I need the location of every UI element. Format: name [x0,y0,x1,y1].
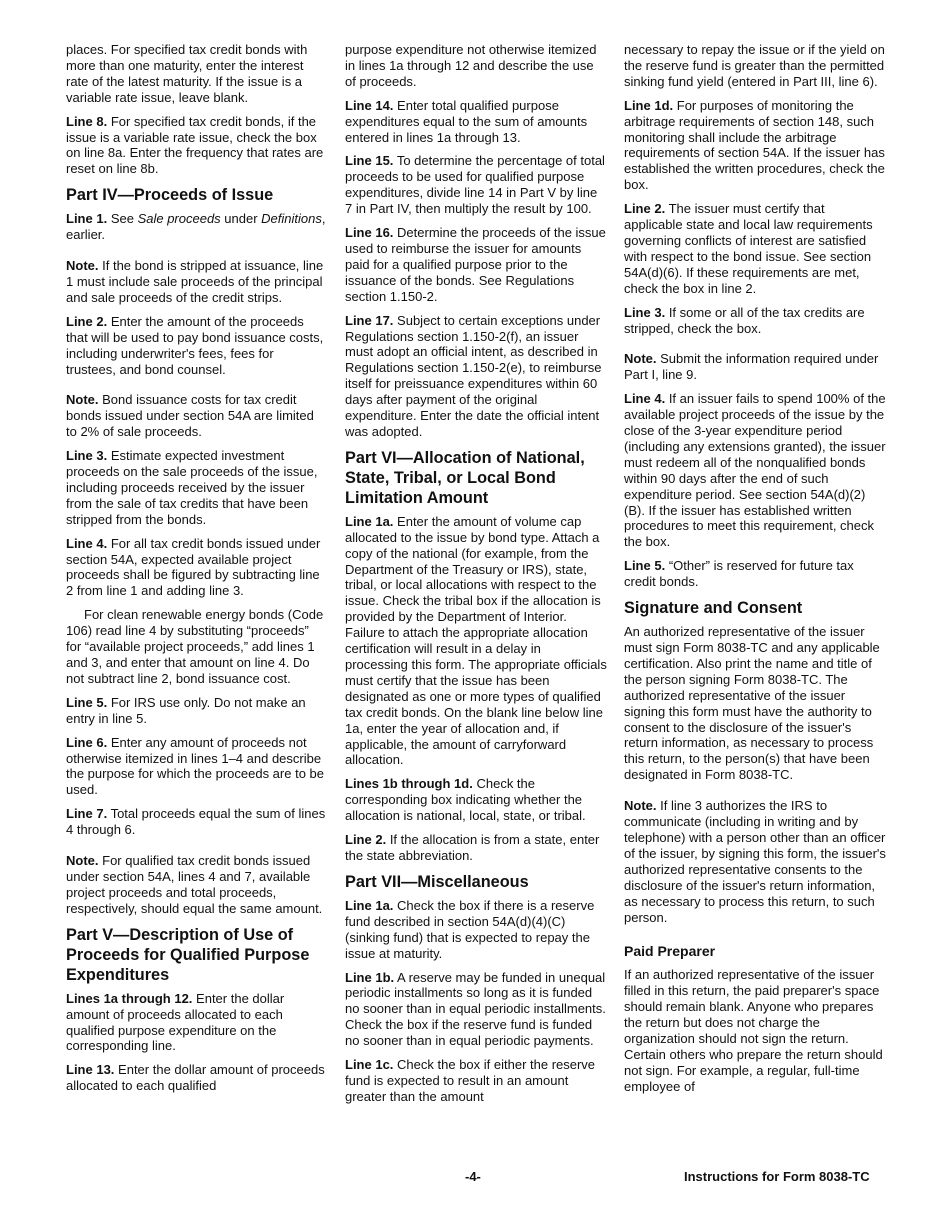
paragraph [66,536,326,600]
paragraph [624,798,886,925]
paragraph [345,898,607,962]
paragraph-text: Total proceeds equal the sum of lines 4 through 6. [66,806,326,838]
paragraph-text: Check the box if either the reserve fund is expected to result in an amount greater than the amount [345,1057,596,1104]
subsection-heading [624,943,886,960]
paragraph-text: “Other” is reserved for future tax credit bonds. [624,558,854,590]
line-label: Line 1a. [345,513,394,529]
line-label: Lines 1a through 12. [66,990,193,1006]
line-label: Line 14. [345,97,394,113]
paragraph [624,98,886,193]
paragraph [66,314,326,378]
paragraph-text: Check the corresponding box indicating whether the allocation is national, local, state, or tribal. [345,776,586,824]
paragraph-text: Enter the dollar amount of proceeds allocated to each qualified [66,1062,325,1094]
paragraph-text: Enter the dollar amount of proceeds allocated to each qualified purpose expenditure on the corresponding line. [66,990,285,1054]
paragraph-text: Part VII—Miscellaneous [345,872,529,891]
paragraph-text: If the bond is stripped at issuance, line 1 must include sale proceeds of the principal and sale proceeds of the credit strips. [66,258,324,305]
line-label: Line 3. [624,304,666,320]
paragraph-text: If the allocation is from a state, enter the state abbreviation. [345,832,600,863]
paragraph [345,832,607,864]
paragraph-text: For all tax credit bonds issued under section 54A, expected available project proceeds shall be figured by subtracting line 2 from line 1 and adding line 3. [66,535,321,599]
line-label: Note. [66,853,99,869]
paragraph-text: For clean renewable energy bonds (Code 106) read line 4 by substituting “proceeds” for “available project proceeds,” add lines 1 and 3, and enter that amount on line 4. Do not subtract line 2, bond issuance cost. [66,607,324,686]
line-label: Line 5. [624,558,666,574]
paragraph [345,313,607,440]
line-label: Note. [624,798,657,814]
line-label: Line 3. [66,448,108,464]
paragraph-text: If some or all of the tax credits are stripped, check the box. [624,304,865,336]
line-label: Line 16. [345,225,394,241]
text-column-middle [345,42,607,1113]
paragraph [66,42,326,106]
paragraph [66,1062,326,1094]
paragraph [624,558,886,590]
paragraph [345,153,607,217]
text-column-right [624,42,886,1103]
line-label: Line 4. [66,535,108,551]
paragraph-text: If an authorized representative of the issuer filled in this return, the paid preparer's space should remain blank. Anyone who prepares the return but does not charge the organization should not sign the return. Certain others who prepare the return should not sign. For example, a regular, full-time employee of [624,967,883,1094]
line-label: Line 2. [66,313,108,329]
paragraph [66,695,326,727]
paragraph-text: A reserve may be funded in unequal periodic installments so long as it is funded no sooner than in equal periodic installments. Check the box if the reserve fund is funded no sooner than in equal periodic payments. [345,969,606,1049]
paragraph [66,607,326,687]
paragraph [66,114,326,178]
line-label: Line 8. [66,113,108,129]
paragraph-text: Part V—Description of Use of Proceeds for Qualified Purpose Expenditures [66,925,310,984]
paragraph [66,448,326,528]
line-label: Line 15. [345,153,394,169]
paragraph-text: Submit the information required under Part I, line 9. [624,351,879,383]
paragraph-text: Signature and Consent [624,599,803,618]
section-heading [345,448,607,508]
line-label: Line 7. [66,806,108,822]
line-label: Line 1a. [345,897,394,913]
paragraph [66,806,326,838]
paragraph-text: Determine the proceeds of the issue used to reimburse the issuer for amounts paid for a qualified purpose prior to the issuance of the bonds. See Regulations section 1.150-2. [345,225,606,304]
line-label: Line 6. [66,734,108,750]
paragraph [345,42,607,90]
paragraph [345,776,607,824]
paragraph-text: For purposes of monitoring the arbitrage requirements of section 148, such monitoring shall include the arbitrage requirements of section 54A. If the issuer has established the written procedures, check the box. [624,97,885,193]
paragraph [624,201,886,296]
paragraph [345,98,607,146]
paragraph-text: Enter any amount of proceeds not otherwise itemized in lines 1–4 and describe the purpose for which the proceeds are to be used. [66,734,324,798]
paragraph [345,225,607,305]
paragraph-text: If line 3 authorizes the IRS to communicate (including in writing and by telephone) with a person other than an officer of the issuer, by signing this form, the issuer's authorized representative consents to the disclosure of the issuer's return information, as necessary to process this return, to such person. [624,798,886,925]
line-label: Lines 1b through 1d. [345,776,473,792]
paragraph-text: Part VI—Allocation of National, State, Tribal, or Local Bond Limitation Amount [345,448,585,507]
paragraph-text: Paid Preparer [624,943,716,960]
paragraph [624,351,886,383]
line-label: Line 1d. [624,97,674,113]
paragraph [66,853,326,917]
paragraph [624,391,886,550]
section-heading [66,185,326,205]
paragraph-text: places. For specified tax credit bonds with more than one maturity, enter the interest rate of the latest maturity. If the issue is a variable rate issue, leave blank. [66,42,308,105]
paragraph-text: For specified tax credit bonds, if the issue is a variable rate issue, check the box on line 8a. Enter the frequency that rates are reset on line 8b. [66,113,324,177]
paragraph-text: For qualified tax credit bonds issued under section 54A, lines 4 and 7, available project proceeds and total proceeds, respectively, should equal the same amount. [66,853,323,916]
paragraph-text: Bond issuance costs for tax credit bonds issued under section 54A are limited to 2% of sale proceeds. [66,392,314,440]
paragraph-text: Check the box if there is a reserve fund described in section 54A(d)(4)(C) (sinking fund) that is expected to repay the issue at maturity. [345,897,595,961]
line-label: Note. [624,351,657,367]
paragraph-text: Enter total qualified purpose expenditures equal to the sum of amounts entered in lines 1a through 13. [345,97,588,145]
paragraph [345,514,607,769]
paragraph [66,258,326,306]
paragraph [624,967,886,1094]
paragraph-text: Estimate expected investment proceeds on the sale proceeds of the issue, including proceeds received by the issuer from the sale of tax credits that have been stripped from the bonds. [66,448,318,527]
paragraph [66,211,326,243]
section-heading [66,925,326,985]
paragraph-text: purpose expenditure not otherwise itemized in lines 1a through 12 and describe the use of proceeds. [345,42,597,89]
text-column-left [66,42,326,1102]
paragraph [624,624,886,783]
line-label: Line 5. [66,694,108,710]
line-label: Note. [66,392,99,408]
line-label: Line 2. [624,201,666,217]
paragraph-text: Enter the amount of volume cap allocated to the issue by bond type. Attach a copy of the national (for example, from the Department of the Treasury or IRS), state, tribal, or local allocations with respect to the issue. Check the tribal box if the allocation is provided by the Department of Interior. Failure to attach the appropriate allocation certification will result in a delay in processing this form. The appropriate officials must certify that the issue has been designated as one or more types of qualified tax credit bonds. On the blank line below line 1a, enter the year of allocation and, if applicable, the amount of carryforward allocation. [345,513,607,768]
paragraph [66,735,326,799]
paragraph [66,392,326,440]
paragraph-text: If an issuer fails to spend 100% of the available project proceeds of the issue by the close of the 3-year expenditure period (including any extensions granted), the issuer must redeem all of the nonqualified bonds within 90 days after the end of such expenditure period. See section 54A(d)(2)(B). If the issuer has established written procedures to meet this requirement, check the box. [624,391,886,550]
paragraph-text: For IRS use only. Do not make an entry in line 5. [66,694,306,726]
paragraph-text: Enter the amount of the proceeds that will be used to pay bond issuance costs, including underwriter's fees, fees for trustees, and bond counsel. [66,313,324,377]
line-label: Line 13. [66,1062,115,1078]
paragraph-text: The issuer must certify that applicable state and local law requirements governing conflicts of interest are satisfied with respect to the bond issue. See section 54A(d)(6). If these requirements are met, check the box in line 2. [624,201,873,296]
line-label: Line 1c. [345,1057,394,1073]
paragraph-text: necessary to repay the issue or if the yield on the reserve fund is greater than the permitted sinking fund yield (entered in Part III, line 6). [624,42,885,89]
paragraph [345,970,607,1050]
paragraph-text: Part IV—Proceeds of Issue [66,186,274,205]
section-heading [345,872,607,892]
paragraph [345,1057,607,1105]
section-heading [624,598,886,618]
line-label: Line 1. [66,211,108,227]
paragraph-text: To determine the percentage of total proceeds to be used for qualified purpose expenditures, divide line 14 in Part V by line 7 in Part IV, then multiply the result by 100. [345,153,605,217]
paragraph [624,42,886,90]
form-title-footer: Instructions for Form 8038-TC [684,1169,870,1184]
page-number: -4- [465,1169,481,1184]
line-label: Line 17. [345,312,394,328]
line-label: Note. [66,258,99,274]
paragraph [624,305,886,337]
paragraph-text: See Sale proceeds under Definitions, earlier. [66,211,326,243]
line-label: Line 4. [624,391,666,407]
line-label: Line 1b. [345,969,395,985]
line-label: Line 2. [345,832,387,848]
paragraph-text: An authorized representative of the issuer must sign Form 8038-TC and any applicable certification. Also print the name and title of the person signing Form 8038-TC. The authorized representative of the issuer signing this form must have the authority to consent to the disclosure of the issuer's return information, as necessary to process this return, to the person(s) that have been designated in Form 8038-TC. [624,624,880,783]
paragraph [66,991,326,1055]
paragraph-text: Subject to certain exceptions under Regulations section 1.150-2(f), an issuer must adopt an official intent, as described in Regulations section 1.150-2(e), to reimburse itself for preissuance expenditures within 60 days after payment of the original expenditure. Enter the date the official intent was adopted. [345,312,602,439]
